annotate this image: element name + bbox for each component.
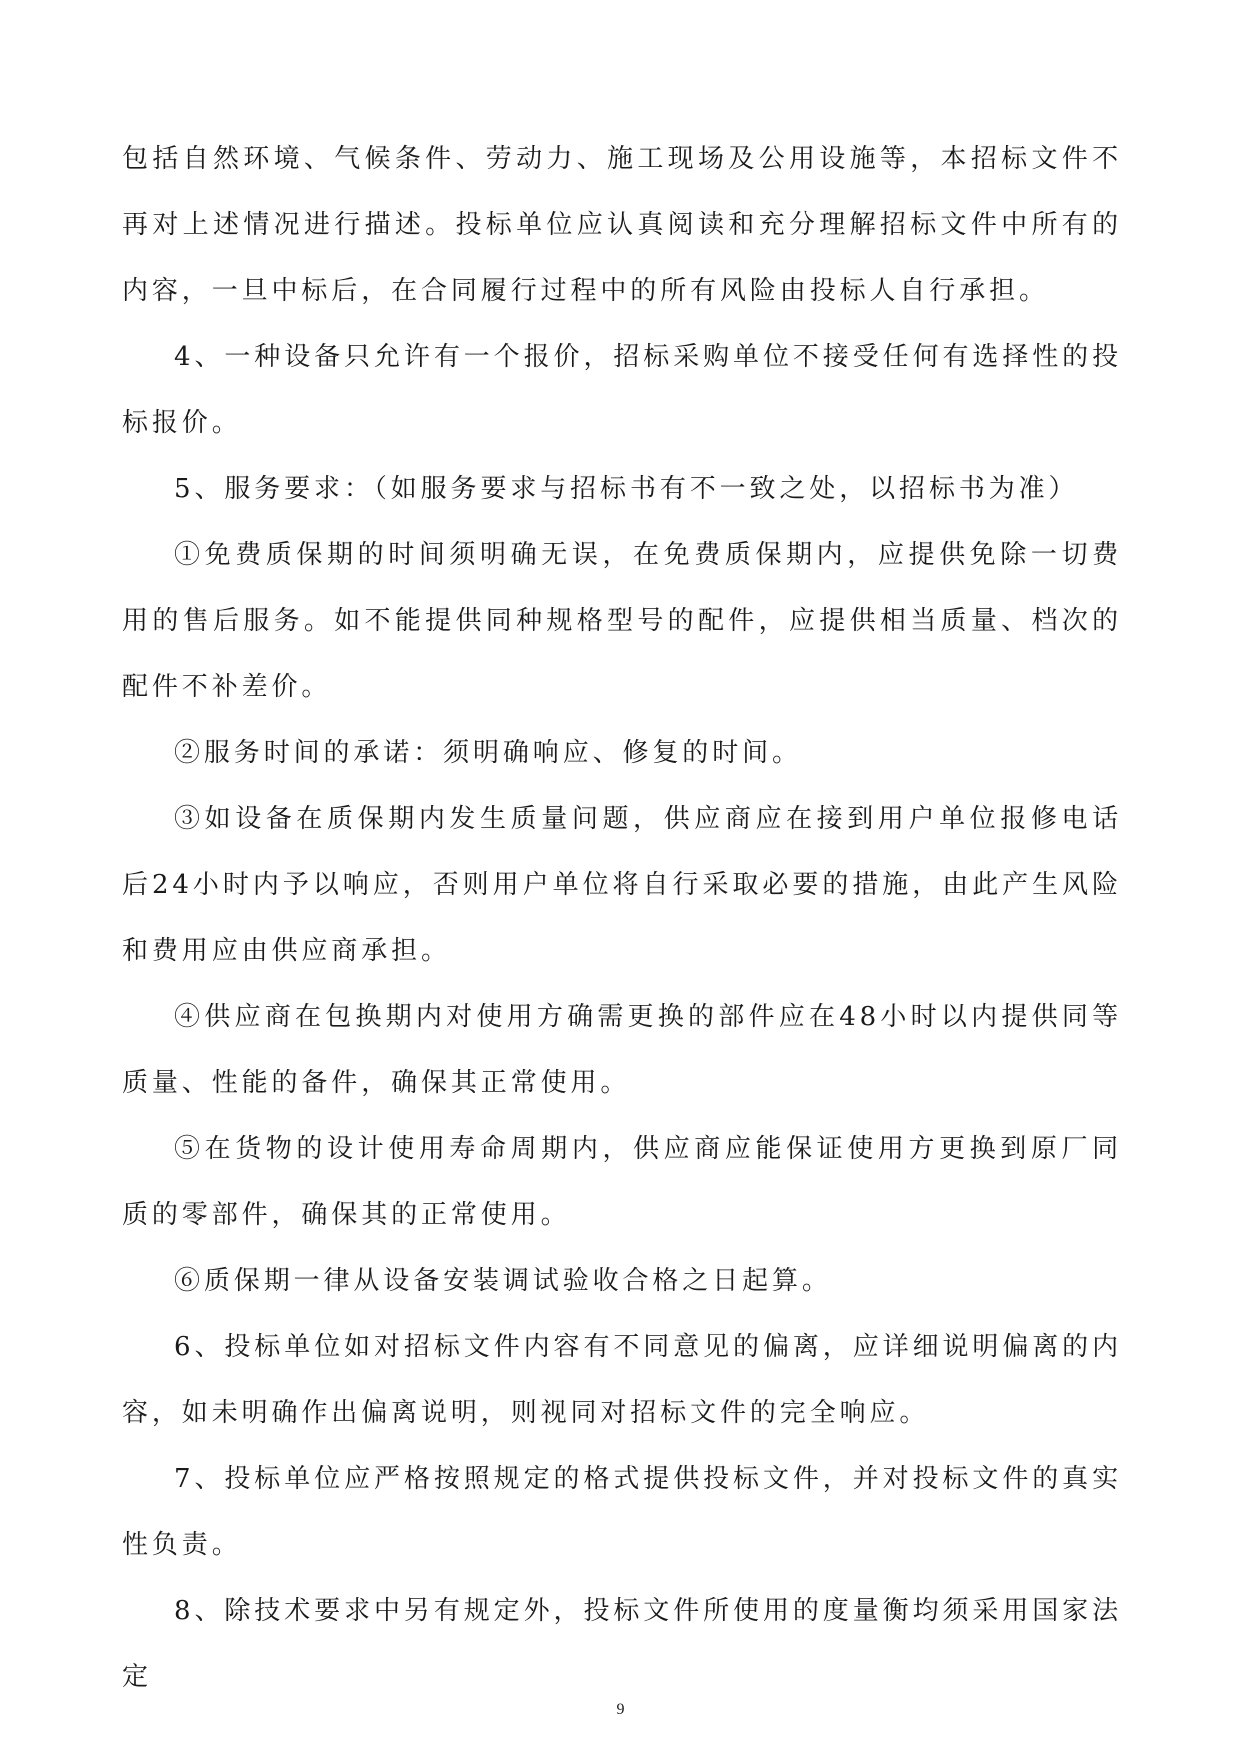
- paragraph-subitem-4: ④供应商在包换期内对使用方确需更换的部件应在48小时以内提供同等质量、性能的备件，确保其正常使用。: [122, 1002, 1122, 1098]
- paragraph-item-5: 5、服务要求：（如服务要求与招标书有不一致之处，以招标书为准）: [174, 474, 1079, 504]
- paragraph-subitem-6: ⑥质保期一律从设备安装调试验收合格之日起算。: [174, 1266, 832, 1296]
- paragraph-continuation: 包括自然环境、气候条件、劳动力、施工现场及公用设施等，本招标文件不再对上述情况进行描述。投标单位应认真阅读和充分理解招标文件中所有的内容，一旦中标后，在合同履行过程中的所有风险由投标人自行承担。: [122, 144, 1122, 306]
- paragraph-item-8: 8、除技术要求中另有规定外，投标文件所使用的度量衡均须采用国家法定: [122, 1596, 1122, 1692]
- paragraph-subitem-3: ③如设备在质保期内发生质量问题，供应商应在接到用户单位报修电话后24小时内予以响应，否则用户单位将自行采取必要的措施，由此产生风险和费用应由供应商承担。: [122, 804, 1122, 966]
- paragraph-subitem-2: ②服务时间的承诺：须明确响应、修复的时间。: [174, 738, 802, 768]
- body-text: [122, 126, 1122, 1710]
- paragraph-item-6: 6、投标单位如对招标文件内容有不同意见的偏离，应详细说明偏离的内容，如未明确作出偏离说明，则视同对招标文件的完全响应。: [122, 1332, 1122, 1428]
- paragraph-subitem-1: ①免费质保期的时间须明确无误，在免费质保期内，应提供免除一切费用的售后服务。如不能提供同种规格型号的配件，应提供相当质量、档次的配件不补差价。: [122, 540, 1122, 702]
- paragraph-item-4: 4、一种设备只允许有一个报价，招标采购单位不接受任何有选择性的投标报价。: [122, 342, 1122, 438]
- paragraph-subitem-5: ⑤在货物的设计使用寿命周期内，供应商应能保证使用方更换到原厂同质的零部件，确保其的正常使用。: [122, 1134, 1122, 1230]
- page-number: 9: [616, 1701, 625, 1718]
- paragraph-item-7: 7、投标单位应严格按照规定的格式提供投标文件，并对投标文件的真实性负责。: [122, 1464, 1122, 1560]
